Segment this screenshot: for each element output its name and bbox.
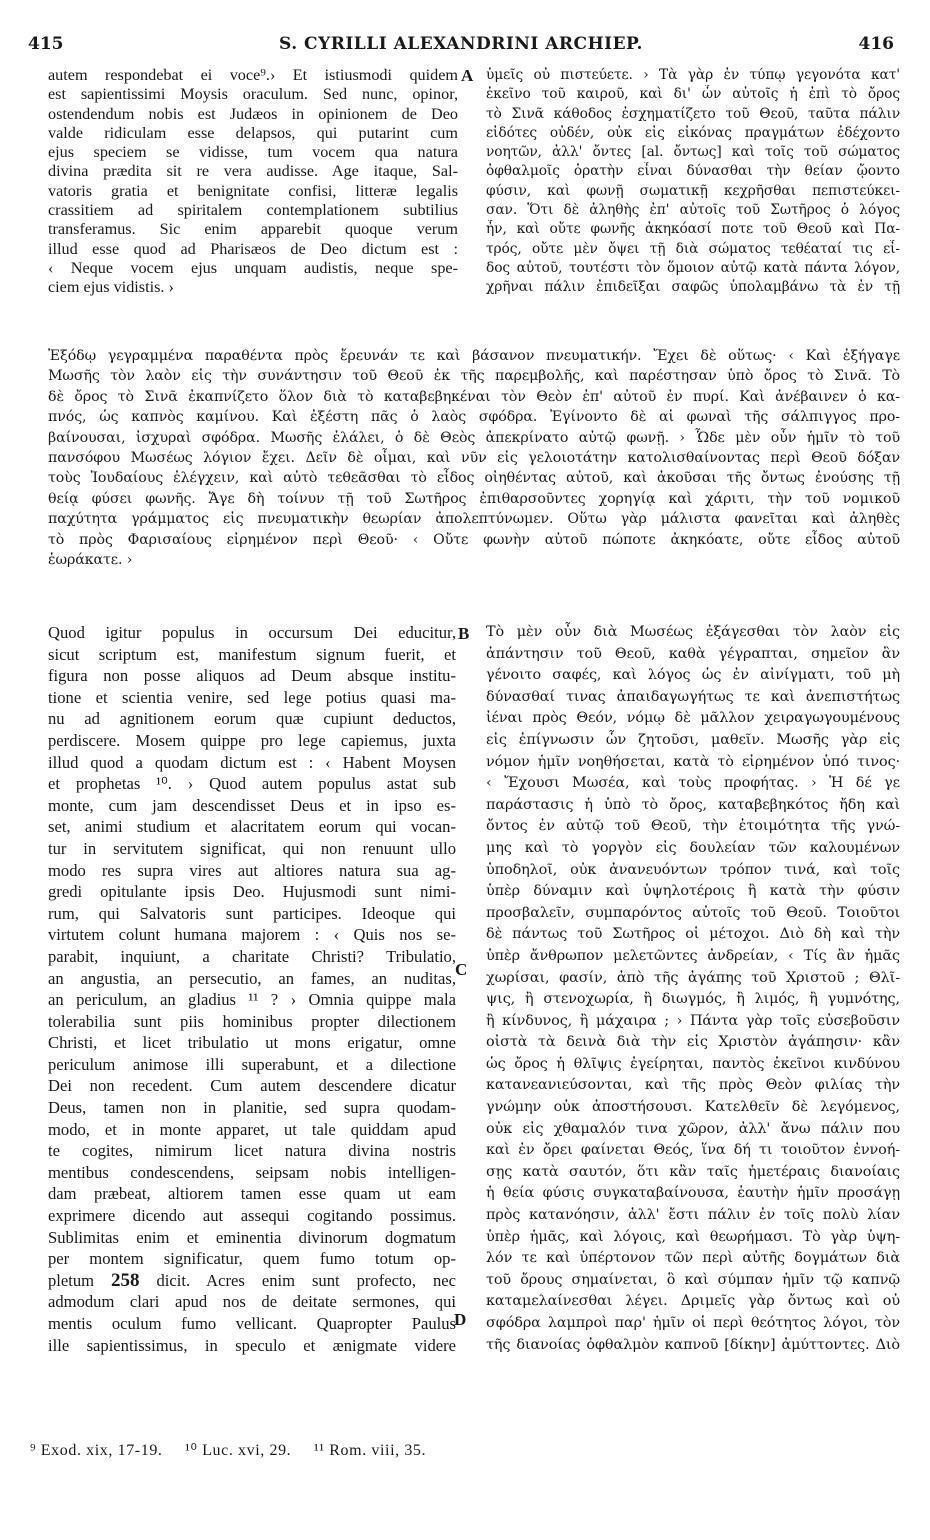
text-line: δὲ πάντως τοῦ Σωτῆρος οἱ μέτοχοι. Διὸ δὴ καὶ τὴν	[486, 926, 900, 943]
text-line: ἐκεῖνο τοῦ καιροῦ, καὶ δι' ὧν αὐτοῖς ἡ ἐπὶ τὸ ὄρος	[486, 86, 900, 103]
text-line: admodum clari apud nos de deitate sermones, qui	[48, 1292, 456, 1312]
text-line: est sapientissimi Moysis oraculum. Sed nunc, opinor,	[48, 85, 458, 104]
footnote-11: ¹¹ Rom. viii, 35.	[313, 1442, 427, 1459]
right-page-number: 416	[858, 34, 894, 54]
text-line: te cogites, nimirum licet natura divina nostris	[48, 1141, 456, 1161]
text-line: μης καὶ τὸ γοργὸν εἰς δουλείαν τῶν καλουμένων	[486, 839, 900, 856]
colnum-prefix: pletum	[48, 1270, 95, 1290]
text-line: ὡς ὄρος ἡ θλῖψις ἐγείρηται, παντὸς ἐκεῖνοι κινδύνου	[486, 1055, 900, 1072]
text-line: καὶ ἐν ὄρει φαίνεται Θεός, ἵνα δή τι τοιοῦτον ἐννοή-	[486, 1142, 900, 1159]
text-line: ψις, ἢ στενοχωρία, ἢ διωγμός, ἢ λιμός, ἢ γυμνότης,	[486, 991, 900, 1008]
text-line: νοητῶν, ἀλλ' ὄντες [al. ὄντως] καὶ τοῖς τοῦ σώματος	[486, 144, 900, 161]
text-line: ostendendum nobis est Judæos in opinionem de Deo	[48, 104, 458, 123]
text-line: οὐκ εἰς χθαμαλόν τινα χῶρον, ἀλλ' ἄνω πάλιν που	[486, 1120, 900, 1137]
text-line: κατανεανιεύσονται, καὶ τῆς πρὸς Θεὸν φιλίας τὴν	[486, 1077, 900, 1094]
text-line: ἀπάντησιν τοῦ Θεοῦ, καθὰ γέγραπται, σημεῖον ἂν	[486, 645, 900, 662]
text-line: figura non posse aliquos ad Deum absque institu-	[48, 666, 456, 686]
margin-letter-b: B	[458, 624, 470, 643]
text-line: σῃς κατὰ σαυτόν, ὅτι κἂν ταῖς ἡμετέραις διανοίαις	[486, 1163, 900, 1180]
text-line: θείᾳ φύσει φωνῆς. Ἄγε δὴ τοίνυν τῇ τοῦ Σωτῆρος ἐπιθαρσοῦντες χορηγίᾳ καὶ χάριτι, τὴν τοῦ νομικοῦ	[48, 490, 900, 507]
text-line: πανσόφου Μωσέως λόγιον ἔχει. Δεῖν δὲ οἶμαι, καὶ νῦν εἰς γελοιοτάτην κατολισθαίνοντας περὶ Θεοῦ δόξαν	[48, 450, 900, 467]
text-line: ‹ Neque vocem ejus unquam audistis, neque spe-	[48, 258, 458, 277]
text-line: sicut scriptum est, manifestum signum fuerit, et	[48, 644, 456, 664]
text-line: σαν. Ὅτι δὲ ἀληθὴς ἐπ' αὐτοῖς τοῦ Σωτῆρος ὁ λόγος	[486, 202, 900, 219]
top-latin-column	[48, 66, 458, 364]
footnote-10: ¹⁰ Luc. xvi, 29.	[185, 1442, 292, 1459]
text-line: rum, qui Salvatoris sunt participes. Ideoque qui	[48, 903, 456, 923]
text-line: ὀφθαλμοῖς ὁρατὴν εἶναι δύνασθαι τὴν θείαν ᾤοντο	[486, 163, 900, 180]
text-line: nu ad agnitionem eorum quæ cupiunt deductos,	[48, 709, 456, 729]
text-line: illud quod a quodam dictum est : ‹ Habent Moysen	[48, 752, 456, 772]
text-line: εἰς ἐπίγνωσιν ὧν ζητοῦσι, μαθεῖν. Μωσῆς γὰρ εἰς	[486, 731, 900, 748]
text-line: Dei non recedent. Cum autem descendere dicatur	[48, 1076, 456, 1096]
text-line: παράστασις ἡ ὑπὸ τὸ ὄρος, καταβεβηκότος ἤδη καὶ	[486, 796, 900, 813]
text-line: tolerabilia sunt piis hominibus propter dilectionem	[48, 1011, 456, 1031]
text-line: an angustia, an persecutio, an fames, an nuditas,	[48, 968, 456, 988]
text-line: χρῆναι πάλιν ἐπιδεῖξαι σαφῶς ὑπολαμβάνω τὰ ἐν τῇ	[486, 279, 900, 296]
left-page-number: 415	[28, 34, 64, 54]
text-line: γένοιτο σαφές, καὶ λόγος ὡς ἐν αἰνίγματι, τοῦ μὴ	[486, 667, 900, 684]
top-greek-column	[486, 66, 900, 364]
text-line: virtutem colunt humana majorem : ‹ Quis nos se-	[48, 925, 456, 945]
text-line: τὸ Σινᾶ κάθοδος ἐσχηματίζετο τοῦ Θεοῦ, ταῦτα πάλιν	[486, 105, 900, 122]
text-line: valde ridiculam esse delapsos, qui putarint cum	[48, 123, 458, 142]
text-line: et prophetas ¹⁰. › Quod autem populus astat sub	[48, 774, 456, 794]
text-line: monte, cum jam descendisset Deus et in ipso es-	[48, 795, 456, 815]
text-line: modo res supra vires aut altiores natura sua ag-	[48, 860, 456, 880]
text-line: gredi opitulante ipsis Deo. Hujusmodi sunt nimi-	[48, 882, 456, 902]
text-line: φύσιν, καὶ φωνῇ σωματικῇ κεχρῆσθαι πεπιστεύκει-	[486, 182, 900, 199]
text-line: σφόδρα λαμπροὶ παρ' ἡμῖν οἱ περὶ θεότητος λόγοι, τὸν	[486, 1315, 900, 1331]
bottom-greek-column	[486, 622, 900, 1428]
text-line: τρός, οὔτε μὲν ὄψει τῇ διὰ σώματος τεθέαταί τις εἶ-	[486, 240, 900, 257]
text-line: Quod igitur populus in occursum Dei educitur,	[48, 623, 456, 642]
text-line: οἰστὰ τὰ δεινὰ διὰ τὴν εἰς Χριστὸν ἀγάπησιν· κἂν	[486, 1034, 900, 1051]
text-line: set, animi studium et alacritatem eorum qui vocan-	[48, 817, 456, 837]
text-line: mentibus condescendens, seipsam nobis intelligen-	[48, 1162, 456, 1182]
text-line: πνός, ὡς καπνὸς καμίνου. Καὶ ἐξέστη πᾶς ὁ λαὸς σφόδρα. Ἐγίνοντο δὲ αἱ φωναὶ τῆς σάλπιγγος προ-	[48, 409, 900, 426]
text-line: χωρίσαι, φασίν, ἀπὸ τῆς ἀγάπης τοῦ Χριστοῦ ; Θλῖ-	[486, 969, 900, 986]
text-line: τοῦ ὄρους σημαίνεται, ὃ καὶ σύμπαν ἡμῖν τῷ καπνῷ	[486, 1271, 900, 1288]
text-line: per montem significatur, quem fumo totum op-	[48, 1249, 456, 1269]
margin-letter-c: C	[455, 960, 468, 979]
text-line: Deus, tamen non in planitie, sed supra quodam-	[48, 1098, 456, 1118]
margin-letter-d: D	[454, 1310, 467, 1329]
text-line: ὑπὲρ ἡμᾶς, καὶ λόγοις, καὶ θεωρήμασι. Τὸ γὰρ ὑψη-	[486, 1228, 900, 1245]
bottom-latin-column	[48, 622, 456, 1428]
running-title: S. CYRILLI ALEXANDRINI ARCHIEP.	[279, 34, 643, 54]
text-line: parabit, inquiunt, a charitate Christi? Tribulatio,	[48, 946, 456, 966]
footnote-9: ⁹ Exod. xix, 17-19.	[30, 1442, 163, 1459]
text-line: Sublimitas enim et eminentia divinorum dogmatum	[48, 1227, 456, 1247]
text-line: Ἐξόδῳ γεγραμμένα παραθέντα πρὸς ἔρευνάν τε καὶ βάσανον πνευματικήν. Ἔχει δὲ οὕτως· ‹ Καὶ ἐξήγαγε	[48, 348, 900, 364]
text-line: βαίνουσαι, ἰσχυραὶ σφόδρα. Μωσῆς ἐλάλει, ὁ δὲ Θεὸς ἀπεκρίνατο αὐτῷ φωνῇ. › Ὧδε μὲν οὖν ἡμῖν τὸ τοῦ	[48, 429, 900, 446]
text-line: ἑωράκατε. ›	[48, 552, 133, 569]
text-line: νόμον ἡμῖν νοηθήσεται, κατὰ τὸ εἰρημένον ὑπό τινος·	[486, 753, 900, 770]
text-line: crassitiem ad spiritalem contemplationem subtilius	[48, 201, 458, 220]
footnotes	[30, 1440, 890, 1460]
text-line: tur in servitutem significat, qui non renuunt ullo	[48, 838, 456, 858]
text-line: dam præbeat, altiorem tamen esse quam ut eam	[48, 1184, 456, 1204]
text-line: ciem ejus vidistis. ›	[48, 278, 174, 297]
text-line: τοὺς Ἰουδαίους ἐλέγχειν, καὶ αὐτὸ τεθεᾶσθαι τὸ εἶδος οἰηθέντας αὐτοῦ, καὶ ἀκοῦσαι τῆς ὄντως ἐνούσης τῇ	[48, 470, 900, 487]
text-line: modo, et in monte apparet, ut tale quiddam apud	[48, 1119, 456, 1139]
text-line: προσβαλεῖν, συμπαρόντος αὐτοῖς τοῦ Θεοῦ. Τοιοῦτοι	[486, 904, 900, 921]
text-line: δύνασθαί τινας ἀπαιδαγωγήτως τε καὶ ἀνεπιστήτως	[486, 688, 900, 705]
text-line: periculum animose illi superabunt, et a dilectione	[48, 1054, 456, 1074]
text-line: exprimere dicendo aut assequi cogitando possimus.	[48, 1206, 456, 1226]
text-line: λόν τε καὶ ὑπέρτονον τῶν περὶ αὐτῆς δογμάτων διὰ	[486, 1250, 900, 1267]
text-line: εἰδότες οὐδέν, οὐκ εἰς εἰκόνας πραγμάτων ἐδέχοντο	[486, 124, 900, 141]
text-line: vatoris gratia et benignitate confisi, litteræ legalis	[48, 181, 458, 200]
text-line: illud esse quod ad Pharisæos de Deo dictum est :	[48, 239, 458, 258]
text-line: tione et scientia venire, sed lege potius quasi ma-	[48, 687, 456, 707]
text-line	[48, 1270, 456, 1292]
text-line: Μωσῆς τὸν λαὸν εἰς τὴν συνάντησιν τοῦ Θεοῦ ἐκ τῆς παρεμβολῆς, καὶ παρέστησαν ὑπὸ ὄρος τὸ Σινᾶ. Τὸ	[48, 368, 900, 385]
column-number: 258	[111, 1269, 140, 1291]
text-line: παχύτητα γράμματος εἰς πνευματικὴν θεωρίαν ἀπολεπτύνωμεν. Οὕτω γὰρ μάλιστα φανεῖται καὶ ἀληθὲς	[48, 511, 900, 528]
text-line: transferamus. Sic enim apparebit quoque verum	[48, 220, 458, 239]
text-line: ἢ κίνδυνος, ἢ μάχαιρα ; › Πάντα γὰρ τοῖς εὐσεβοῦσιν	[486, 1012, 900, 1029]
text-line: Τὸ μὲν οὖν διὰ Μωσέως ἐξάγεσθαι τὸν λαὸν εἰς	[486, 624, 900, 640]
text-line: autem respondebat ei voce⁹.› Et istiusmodi quidem	[48, 66, 458, 84]
text-line: ὄντος ἐν αὐτῷ τοῦ Θεοῦ, τὴν ἑτοιμότητα τῆς γνώ-	[486, 818, 900, 835]
text-line: ὑπὲρ δύναμιν καὶ ὑψηλοτέροις ἢ κατὰ τὴν φύσιν	[486, 883, 900, 900]
text-line: ὑμεῖς οὐ πιστεύετε. › Τὰ γὰρ ἐν τύπῳ γεγονότα κατ'	[486, 67, 900, 83]
colnum-rest: dicit. Acres enim sunt profecto, nec	[156, 1270, 456, 1290]
text-line: ὑποδηλοῖ, οὐκ ἀνανευόντων τρόπον τινά, καὶ τοῖς	[486, 861, 900, 878]
text-line: γνώμην οὐκ ἀποστήσουσι. Κατελθεῖν δὲ λεγόμενος,	[486, 1099, 900, 1116]
text-line: perdiscere. Mosem quippe pro lege capiemus, juxta	[48, 730, 456, 750]
running-header	[28, 34, 894, 60]
text-line: Christi, et licet tribulatio ut mons erigatur, omne	[48, 1033, 456, 1053]
text-line: καταμελαίνεσθαι λέγει. Δριμεῖς γὰρ ὄντως καὶ οὐ	[486, 1293, 900, 1310]
text-line: ille sapientissimus, in speculo et ænigmate videre	[48, 1335, 456, 1355]
text-line: an periculum, an gladius ¹¹ ? › Omnia quippe mala	[48, 990, 456, 1010]
text-line: πρὸς κατανόησιν, ἀλλ' ἔστι πάλιν ἐν τοῖς πολὺ λίαν	[486, 1207, 900, 1224]
text-line: ‹ Ἔχουσι Μωσέα, καὶ τοὺς προφήτας. › Ἡ δέ γε	[486, 775, 900, 792]
text-line: ejus speciem se vidisse, tum vocem qua natura	[48, 143, 458, 162]
text-line: τῆς διανοίας ὀφθαλμὸν καπνοῦ [δίκην] ἀμύττοντες. Διὸ	[486, 1336, 900, 1353]
text-line: ἡ θεία φύσις συγκαταβαίνουσα, ἑαυτὴν ἡμῖν προσάγῃ	[486, 1185, 900, 1202]
text-line: ὑπὲρ ἄνθρωπον μελετῶντες ἀνδρείαν, ‹ Τίς ἂν ἡμᾶς	[486, 947, 900, 964]
text-line: ἰέναι πρὸς Θεόν, νόμῳ δὲ μᾶλλον χειραγωγουμένους	[486, 710, 900, 727]
text-line: mentis oculum fumo vellicant. Quapropter Paulus	[48, 1314, 456, 1333]
margin-letter-a: A	[461, 66, 474, 85]
text-line: δὲ ὄρος τὸ Σινᾶ ἐκαπνίζετο ὅλον διὰ τὸ καταβεβηκέναι τὸν Θεὸν ἐπ' αὐτοῦ ἐν πυρί. Καὶ ἀνέβαινεν ὁ κα-	[48, 388, 900, 405]
full-width-greek-passage	[48, 346, 900, 616]
text-line: τὸ πρὸς Φαρισαίους εἰρημένον περὶ Θεοῦ· ‹ Οὔτε φωνὴν αὐτοῦ πώποτε ἀκηκόατε, οὔτε εἶδος αὐτοῦ	[48, 531, 900, 548]
text-line: δος αὐτοῦ, τουτέστι τὸν ὅμοιον αὐτῷ κατὰ πάντα λόγον,	[486, 259, 900, 276]
text-line: ἦν, καὶ οὔτε φωνῆς ἀκηκόασί ποτε τοῦ Θεοῦ καὶ Πα-	[486, 221, 900, 238]
text-line: divina prædita sit re vera audisse. Age itaque, Sal-	[48, 162, 458, 181]
